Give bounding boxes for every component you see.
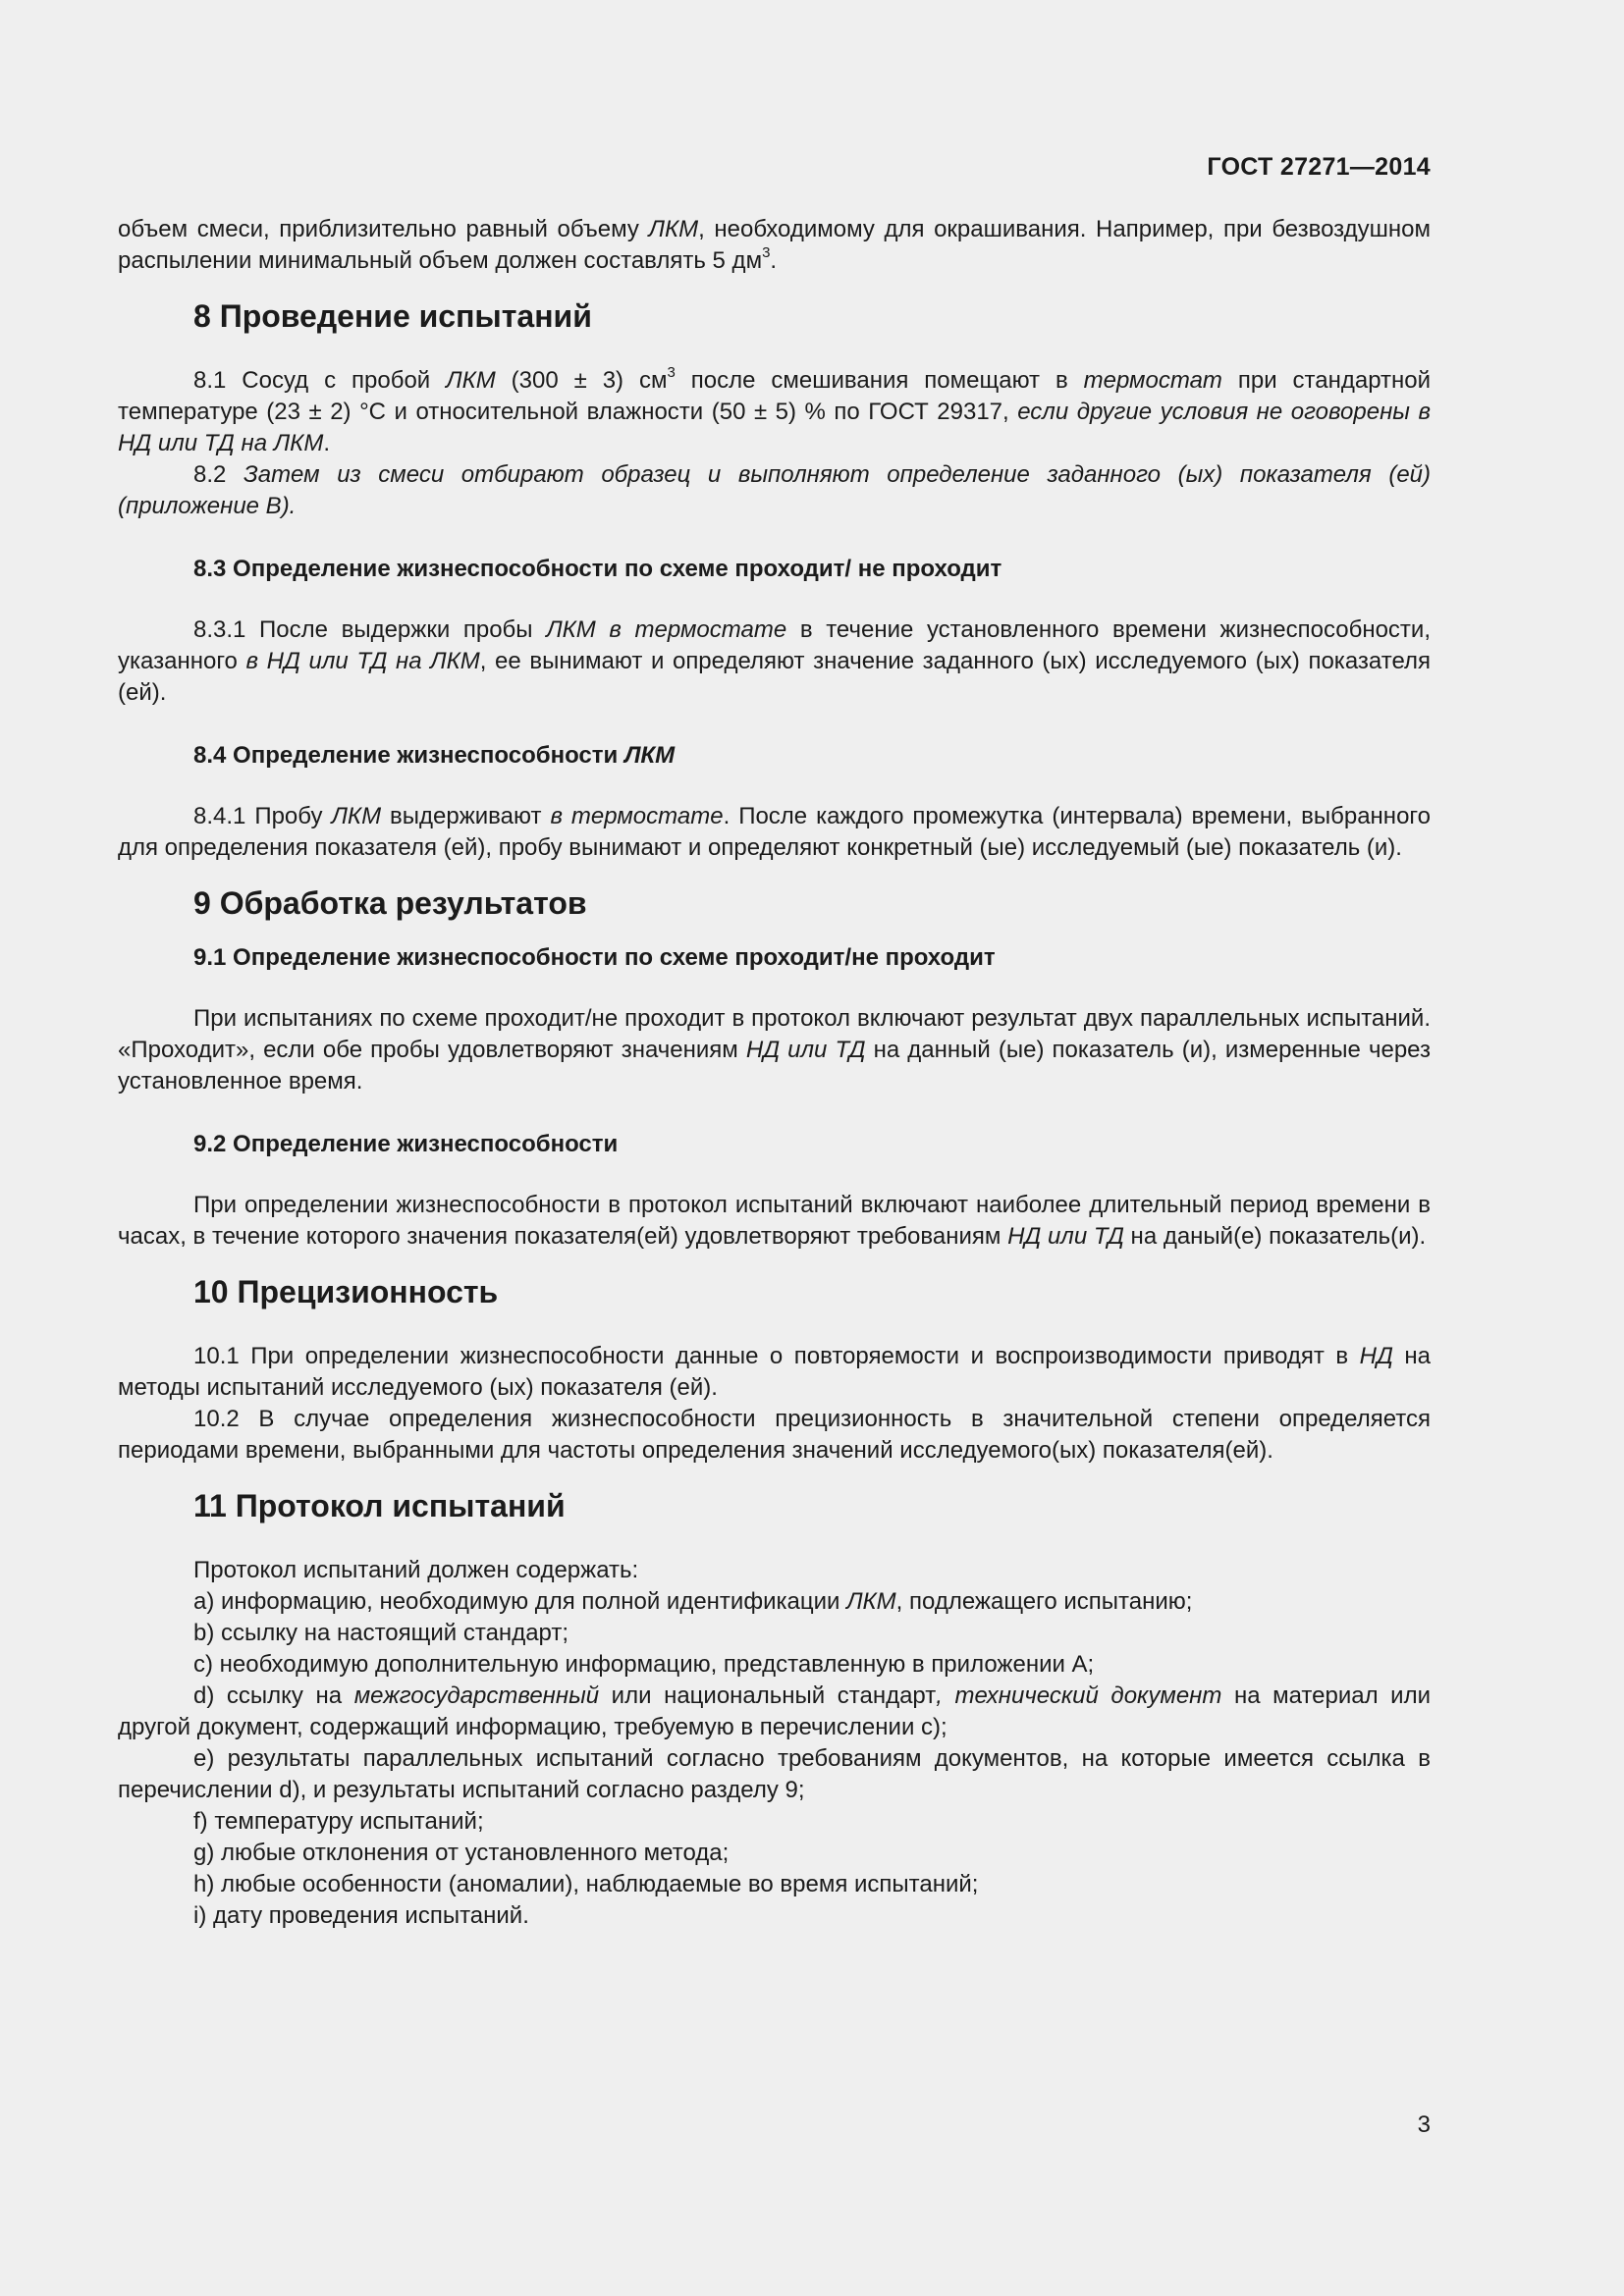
section-8-4-heading: 8.4 Определение жизнеспособности ЛКМ [193, 742, 676, 769]
list-item: d) ссылку на межгосударственный или национальный стандарт, технический документ на материал или другой документ, содержащий информацию, требуемую в перечислении c); [118, 1682, 1431, 1740]
list-item: c) необходимую дополнительную информацию, представленную в приложении А; [193, 1651, 1095, 1678]
document-body [118, 214, 1431, 1932]
list-item: g) любые отклонения от установленного метода; [193, 1840, 730, 1866]
paragraph-9-1: При испытаниях по схеме проходит/не проходит в протокол включают результат двух параллельных испытаний. «Проходит», если обе пробы удовлетворяют значениям НД или ТД на данный (ые) показатель (и), измеренные через установленное время. [118, 1005, 1432, 1095]
list-item: f) температуру испытаний; [193, 1808, 484, 1835]
paragraph-8-4-1: 8.4.1 Пробу ЛКМ выдерживают в термостате. После каждого промежутка (интервала) времени, выбранного для определения показателя (ей), пробу вынимают и определяют конкретный (ые) исследуемый (ые) показатель (и). [118, 803, 1431, 861]
section-11-heading: 11 Протокол испытаний [193, 1488, 566, 1523]
paragraph-10-1: 10.1 При определении жизнеспособности данные о повторяемости и воспроизводимости приводят в НД на методы испытаний исследуемого (ых) показателя (ей). [118, 1343, 1431, 1401]
section-9-2-heading: 9.2 Определение жизнеспособности [193, 1131, 619, 1157]
paragraph-10-2: 10.2 В случае определения жизнеспособности прецизионность в значительной степени определяется периодами времени, выбранными для частоты определения значений исследуемого(ых) показателя(ей). [118, 1406, 1431, 1464]
list-item: h) любые особенности (аномалии), наблюдаемые во время испытаний; [193, 1871, 979, 1897]
protocol-list [118, 1555, 1431, 1932]
list-item: a) информацию, необходимую для полной идентификации ЛКМ, подлежащего испытанию; [193, 1588, 1193, 1615]
standard-code: ГОСТ 27271—2014 [1207, 153, 1431, 181]
protocol-intro: Протокол испытаний должен содержать: [193, 1557, 639, 1583]
paragraph-8-2: 8.2 Затем из смеси отбирают образец и выполняют определение заданного (ых) показателя (ей) (приложение В). [118, 461, 1431, 519]
paragraph-8-1: 8.1 Сосуд с пробой ЛКМ (300 ± 3) $см^3$ после смешивания помещают в термостат при стандартной температуре (23 ± 2) °С и относительной влажности (50 ± 5) % по ГОСТ 29317, если другие условия не оговорены в НД или ТД на ЛКМ. [118, 364, 1432, 456]
list-item: b) ссылку на настоящий стандарт; [193, 1620, 569, 1646]
section-9-1-heading: 9.1 Определение жизнеспособности по схеме проходит/не проходит [193, 944, 996, 971]
paragraph-8-3-1: 8.3.1 После выдержки пробы ЛКМ в термостате в течение установленного времени жизнеспособности, указанного в НД или ТД на ЛКМ, ее вынимают и определяют значение заданного (ых) исследуемого (ых) показателя (ей). [118, 616, 1432, 706]
list-item: i) дату проведения испытаний. [193, 1902, 529, 1929]
section-8-3-heading: 8.3 Определение жизнеспособности по схеме проходит/ не проходит [193, 556, 1002, 582]
list-item: e) результаты параллельных испытаний согласно требованиям документов, на которые имеется ссылка в перечислении d), и результаты испытаний согласно разделу 9; [118, 1745, 1431, 1803]
paragraph-9-2: При определении жизнеспособности в протокол испытаний включают наиболее длительный период времени в часах, в течение которого значения показателя(ей) удовлетворяют требованиям НД или ТД на даный(е) показатель(и). [118, 1192, 1431, 1250]
section-10-heading: 10 Прецизионность [193, 1274, 499, 1309]
paragraph-intro: объем смеси, приблизительно равный объему ЛКМ, необходимому для окрашивания. Например, при безвоздушном распылении минимальный объем должен составлять 5 $дм^3$. [118, 216, 1432, 274]
section-8-heading: 8 Проведение испытаний [193, 298, 592, 334]
section-9-heading: 9 Обработка результатов [193, 885, 587, 921]
page-number: 3 [1417, 2111, 1431, 2138]
